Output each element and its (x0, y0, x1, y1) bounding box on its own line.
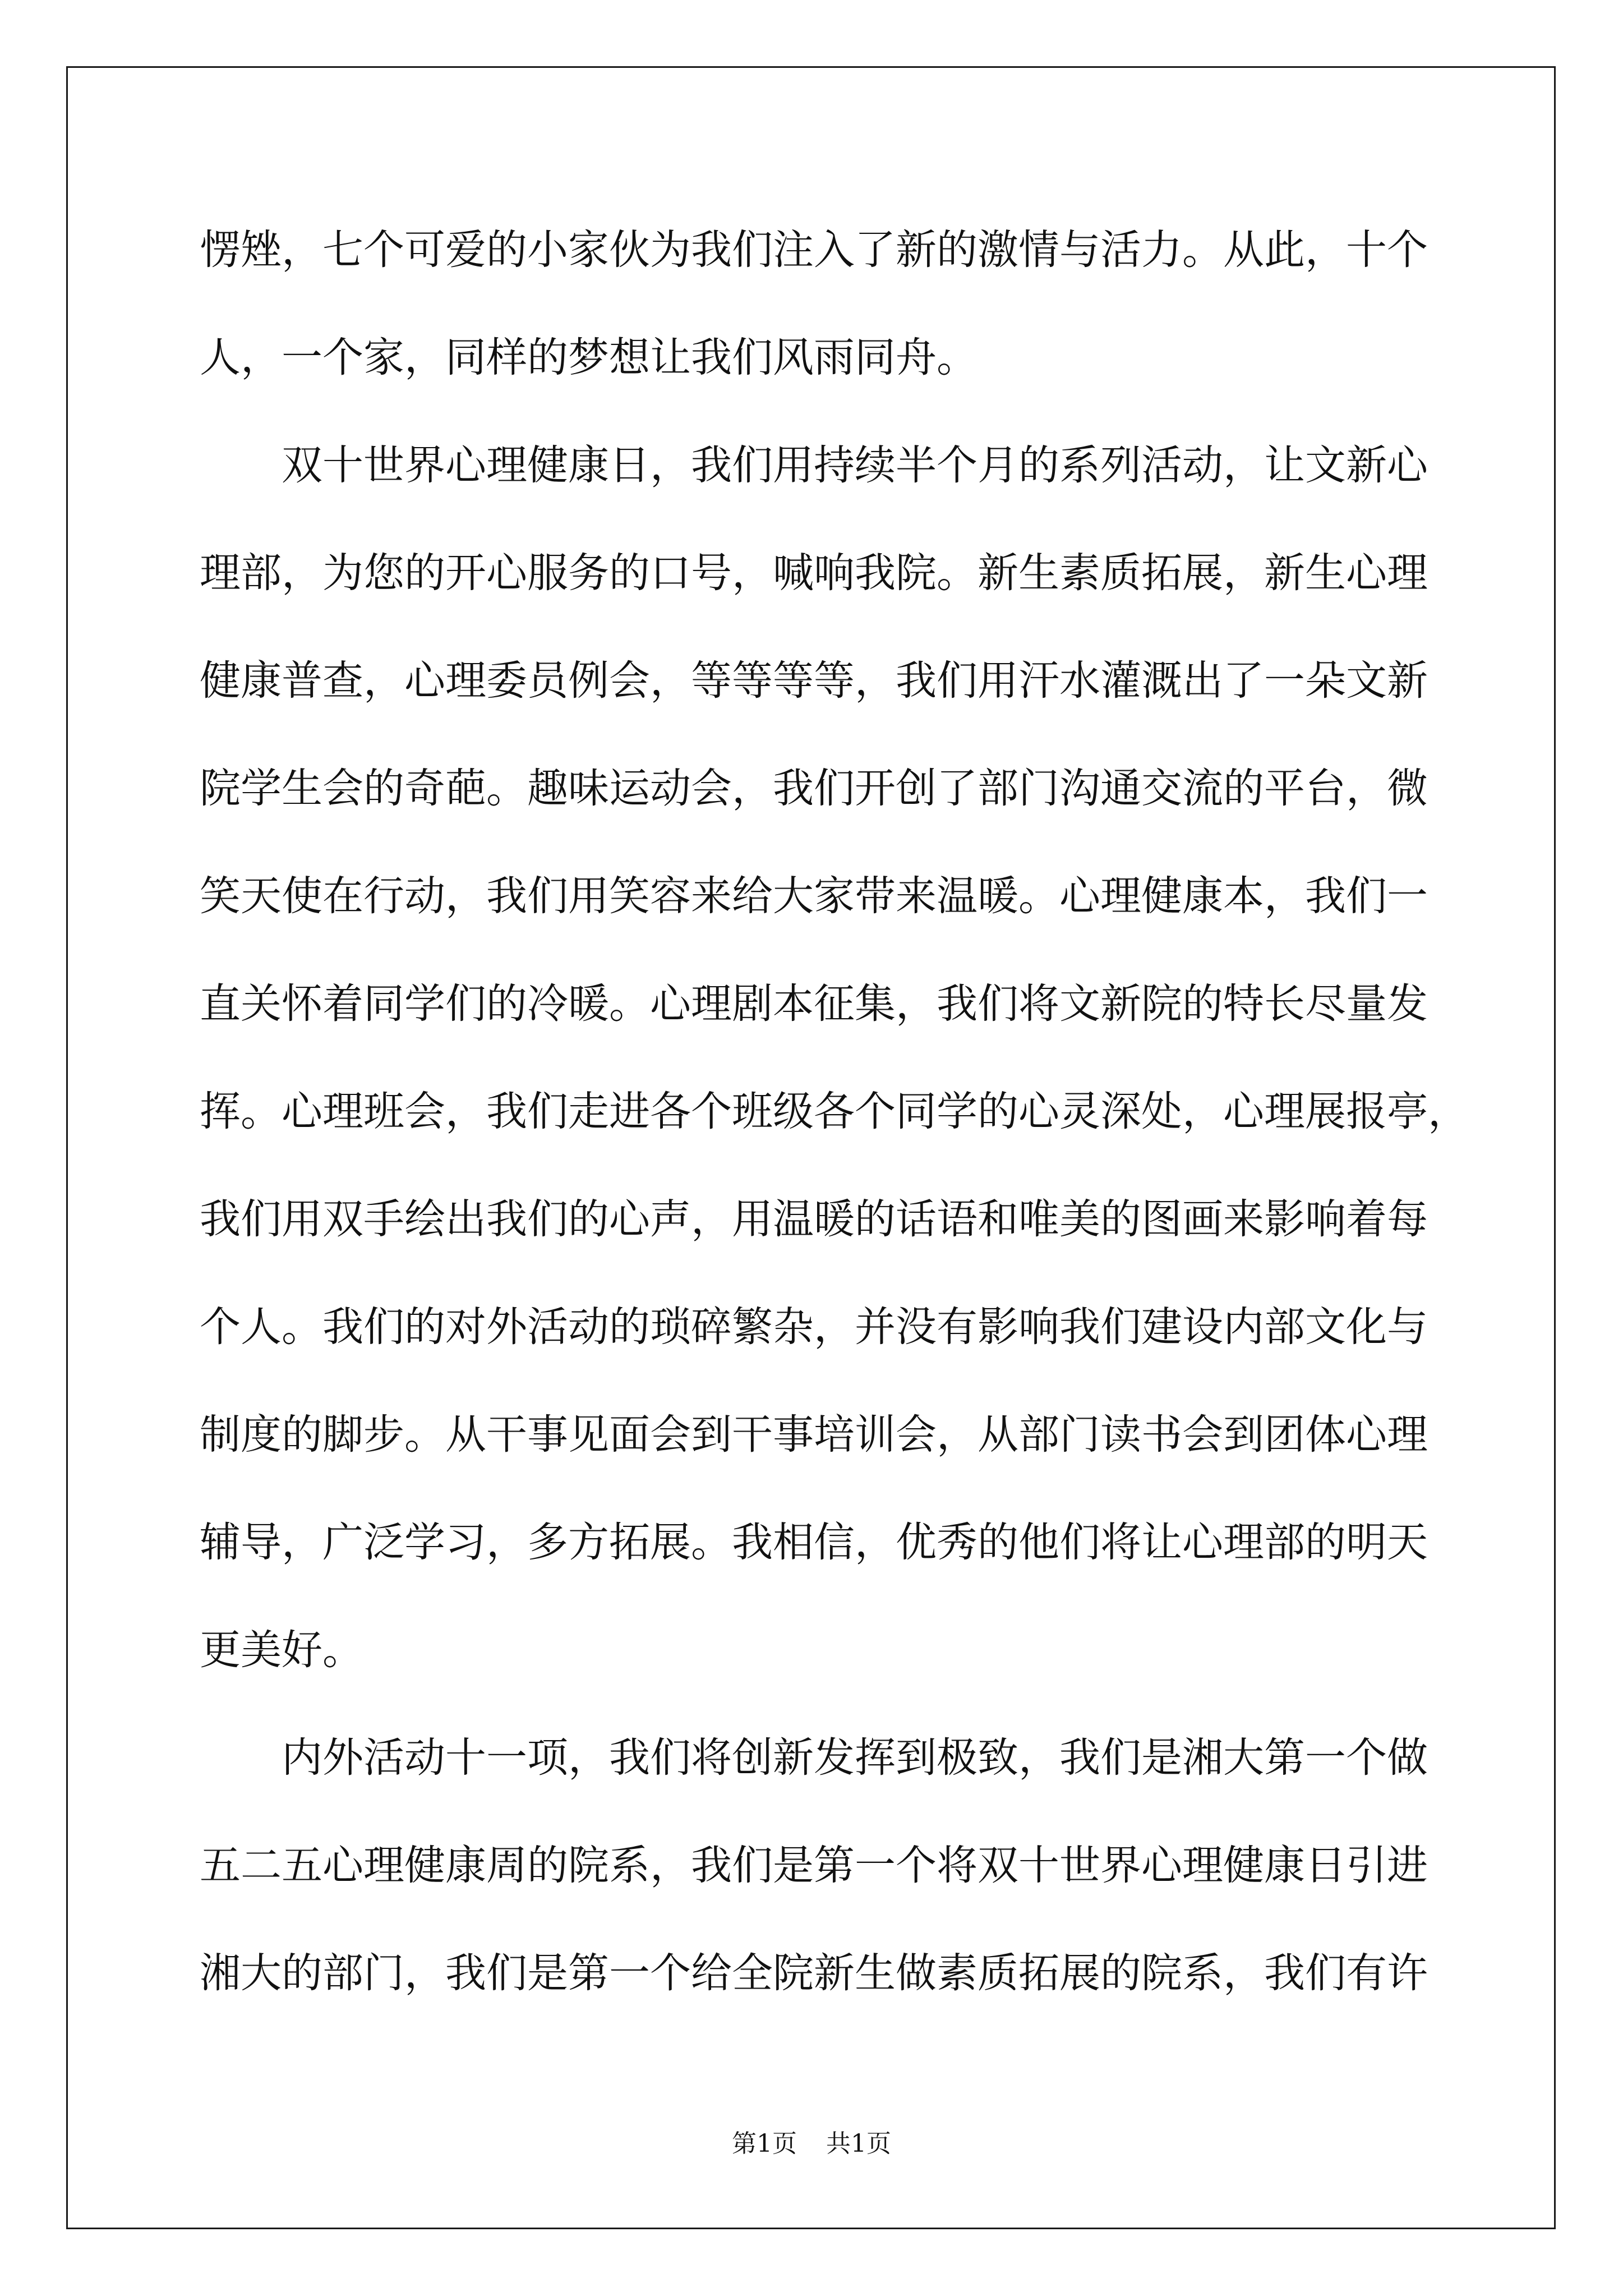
text-line: 健康普查，心理委员例会，等等等等，我们用汗水灌溉出了一朵文新 (200, 657, 1428, 705)
page-footer (0, 2127, 1623, 2161)
text-line: 直关怀着同学们的冷暖。心理剧本征集，我们将文新院的特长尽量发 (200, 980, 1428, 1028)
text-line: 湘大的部门，我们是第一个给全院新生做素质拓展的院系，我们有许 (200, 1949, 1428, 1997)
paragraph-start-line: 双十世界心理健康日，我们用持续半个月的系列活动，让文新心 (282, 441, 1428, 489)
text-line: 理部，为您的开心服务的口号，喊响我院。新生素质拓展，新生心理 (200, 549, 1428, 597)
text-line: 笑天使在行动，我们用笑容来给大家带来温暖。心理健康本，我们一 (200, 872, 1428, 920)
page-total: 共1页 (826, 2129, 891, 2158)
text-line: 个人。我们的对外活动的琐碎繁杂，并没有影响我们建设内部文化与 (200, 1303, 1428, 1351)
text-line: 辅导，广泛学习，多方拓展。我相信，优秀的他们将让心理部的明天 (200, 1519, 1428, 1566)
text-line: 我们用双手绘出我们的心声，用温暖的话语和唯美的图画来影响着每 (200, 1195, 1428, 1243)
text-line: 挥。心理班会，我们走进各个班级各个同学的心灵深处，心理展报亭， (200, 1088, 1469, 1135)
text-line: 愣矬，七个可爱的小家伙为我们注入了新的激情与活力。从此，十个 (200, 226, 1428, 274)
text-line: 院学生会的奇葩。趣味运动会，我们开创了部门沟通交流的平台，微 (200, 765, 1428, 812)
document-body (200, 213, 1469, 2044)
text-line: 制度的脚步。从干事见面会到干事培训会，从部门读书会到团体心理 (200, 1411, 1428, 1458)
text-line: 人，一个家，同样的梦想让我们风雨同舟。 (200, 334, 978, 381)
paragraph-start-line: 内外活动十一项，我们将创新发挥到极致，我们是湘大第一个做 (282, 1734, 1428, 1782)
page-number: 第1页 (732, 2129, 797, 2158)
text-line: 更美好。 (200, 1626, 363, 1674)
text-line: 五二五心理健康周的院系，我们是第一个将双十世界心理健康日引进 (200, 1842, 1428, 1889)
